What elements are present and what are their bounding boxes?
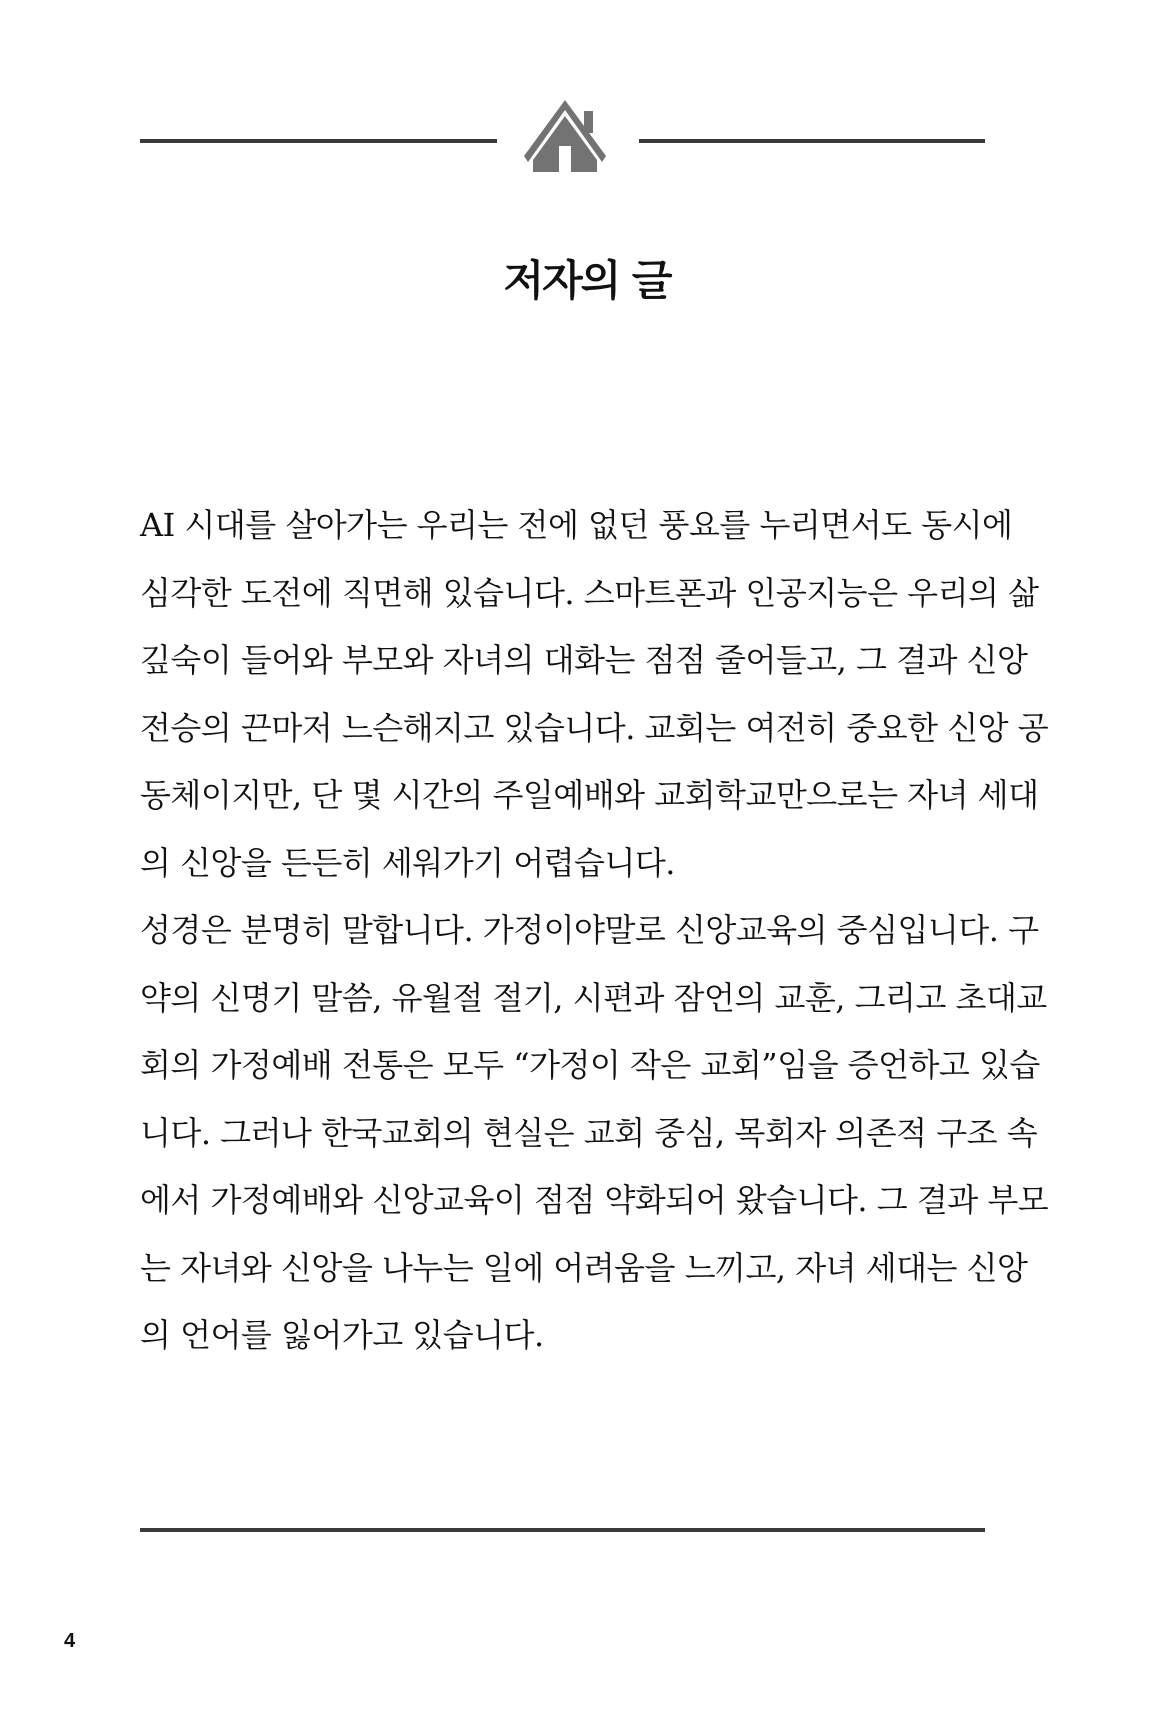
text-line: 깊숙이 들어와 부모와 자녀의 대화는 점점 줄어들고, 그 결과 신앙 <box>140 641 1028 679</box>
paragraph-1 <box>140 505 1049 910</box>
text-line: 심각한 도전에 직면해 있습니다. 스마트폰과 인공지능은 우리의 삶 <box>140 573 1039 612</box>
text-line: 회의 가정예배 전통은 모두 “가정이 작은 교회”임을 증언하고 있습 <box>140 1046 1040 1084</box>
text-line: AI 시대를 살아가는 우리는 전에 없던 풍요를 누리면서도 동시에 <box>140 506 1013 544</box>
text-line: 전승의 끈마저 느슨해지고 있습니다. 교회는 여전히 중요한 신앙 공 <box>140 708 1049 747</box>
text-line: 약의 신명기 말씀, 유월절 절기, 시편과 잠언의 교훈, 그리고 초대교 <box>140 978 1047 1017</box>
page-title: 저자의 글 <box>503 256 671 305</box>
text-line: 는 자녀와 신앙을 나누는 일에 어려움을 느끼고, 자녀 세대는 신앙 <box>140 1248 1028 1287</box>
text-line: 에서 가정예배와 신앙교육이 점점 약화되어 왔습니다. 그 결과 부모 <box>140 1181 1049 1219</box>
text-line: 니다. 그러나 한국교회의 현실은 교회 중심, 목회자 의존적 구조 속 <box>140 1113 1038 1152</box>
bottom-rule <box>140 1528 985 1532</box>
text-line: 의 언어를 잃어가고 있습니다. <box>140 1316 544 1354</box>
body-text <box>140 505 1049 1383</box>
paragraph-2 <box>140 910 1049 1383</box>
text-line: 동체이지만, 단 몇 시간의 주일예배와 교회학교만으로는 자녀 세대 <box>140 776 1039 814</box>
top-rule-right <box>639 139 985 143</box>
text-line: 성경은 분명히 말합니다. 가정이야말로 신앙교육의 중심입니다. 구 <box>140 911 1039 949</box>
top-rule-left <box>140 139 497 143</box>
house-icon <box>524 98 606 172</box>
page-number: 4 <box>64 1630 76 1652</box>
text-line: 의 신앙을 든든히 세워가기 어렵습니다. <box>140 843 675 882</box>
